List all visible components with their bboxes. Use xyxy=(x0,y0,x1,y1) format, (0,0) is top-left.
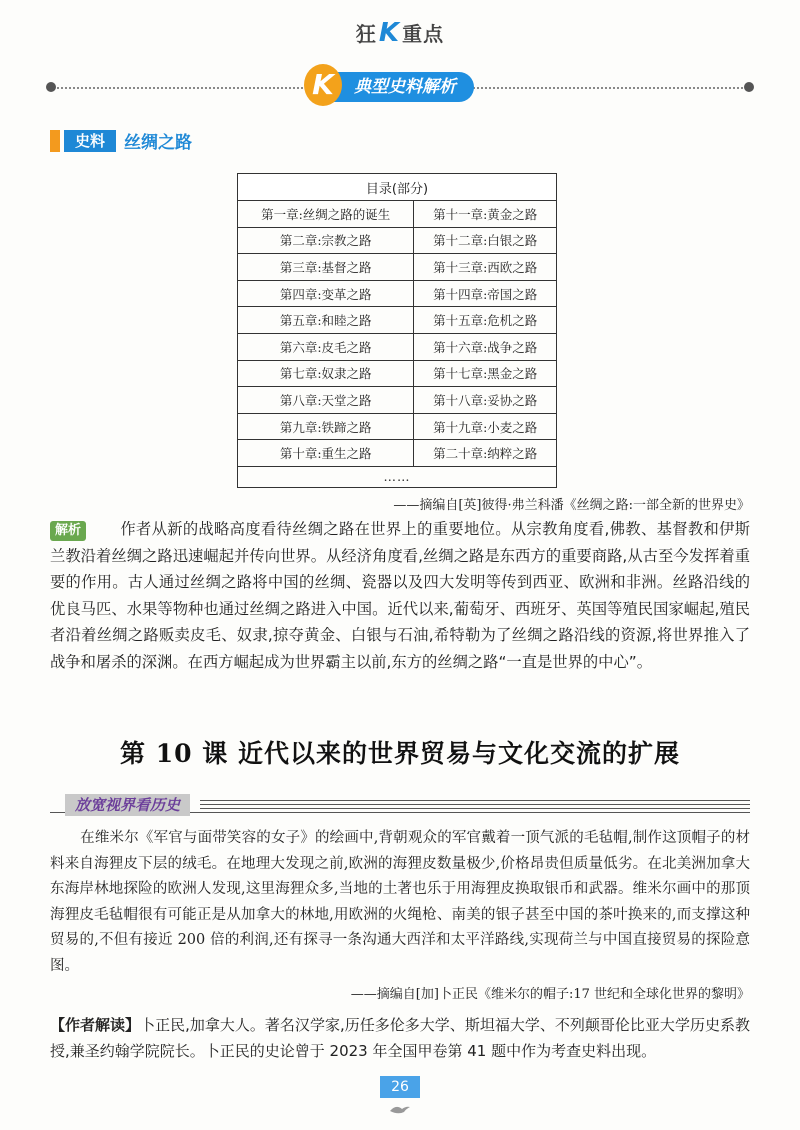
toc-cell-right: 第十六章:战争之路 xyxy=(414,333,557,360)
toc-cell-left: 第八章:天堂之路 xyxy=(238,387,414,414)
toc-ellipsis: …… xyxy=(238,466,557,487)
analysis-paragraph xyxy=(50,516,750,675)
bird-icon xyxy=(388,1102,412,1116)
toc-cell-right: 第十四章:帝国之路 xyxy=(414,280,557,307)
author-note-label: 【作者解读】 xyxy=(50,1016,141,1034)
toc-row xyxy=(238,360,557,387)
section-rule xyxy=(200,800,750,801)
analysis-text: 作者从新的战略高度看待丝绸之路在世界上的重要地位。从宗教角度看,佛教、基督教和伊斯兰教沿着丝绸之路迅速崛起并传向世界。从经济角度看,丝绸之路是东西方的重要商路,从古至今发挥着重要的作用。古人通过丝绸之路将中国的丝绸、瓷器以及四大发明等传到西亚、欧洲和非洲。丝路沿线的优良马匹、水果等物种也通过丝绸之路进入中国。近代以来,葡萄牙、西班牙、英国等殖民国家崛起,殖民者沿着丝绸之路贩卖皮毛、奴隶,掠夺黄金、白银与石油,希特勒为了丝绸之路沿线的资源,将世界推入了战争和屠杀的深渊。在西方崛起成为世界霸主以前,东方的丝绸之路“一直是世界的中心”。 xyxy=(50,520,750,671)
toc-row xyxy=(238,307,557,334)
toc-cell-right: 第十五章:危机之路 xyxy=(414,307,557,334)
page-number: 26 xyxy=(380,1076,420,1098)
citation-source: ——摘编自[英]彼得·弗兰科潘《丝绸之路:一部全新的世界史》 xyxy=(393,498,750,513)
story-text: 在维米尔《军官与面带笑容的女子》的绘画中,背朝观众的军官戴着一顶气派的毛毡帽,制作这顶帽子的材料来自海狸皮下层的绒毛。在地理大发现之前,欧洲的海狸皮数量极少,价格昂贵但质量低劣。在北美洲加拿大东海岸林地探险的欧洲人发现,这里海狸众多,当地的土著也乐于用海狸皮换取银币和武器。维米尔画中的那顶海狸皮毛毡帽很有可能正是从加拿大的林地,用欧洲的火绳枪、南美的银子甚至中国的茶叶换来的,而支撑这种贸易的,不但有接近 200 倍的利润,还有探寻一条沟通大西洋和太平洋路线,实现荷兰与中国直接贸易的探险意图。 xyxy=(50,830,750,974)
toc-cell-left: 第六章:皮毛之路 xyxy=(238,333,414,360)
toc-table xyxy=(237,173,557,488)
toc-row xyxy=(238,387,557,414)
toc-cell-left: 第九章:铁蹄之路 xyxy=(238,413,414,440)
citation-story: ——摘编自[加]卜正民《维米尔的帽子:17 世纪和全球化世界的黎明》 xyxy=(350,987,750,1002)
section-rule xyxy=(200,808,750,809)
section-label: 放宽视界看历史 xyxy=(65,794,190,816)
banner-k-icon: K xyxy=(304,64,342,106)
toc-caption: 目录(部分) xyxy=(238,174,557,201)
source-label: 史料 xyxy=(64,130,116,152)
book-icon xyxy=(50,130,60,152)
brand-k-logo: K xyxy=(378,18,401,48)
toc-cell-right: 第十三章:西欧之路 xyxy=(414,254,557,281)
story-paragraph xyxy=(50,826,750,979)
toc-row xyxy=(238,201,557,228)
toc-cell-left: 第五章:和睦之路 xyxy=(238,307,414,334)
brand-left: 狂 xyxy=(355,22,377,46)
toc-cell-right: 第十九章:小麦之路 xyxy=(414,413,557,440)
analysis-tag: 解析 xyxy=(50,521,86,541)
toc-cell-right: 第二十章:纳粹之路 xyxy=(414,440,557,467)
toc-cell-left: 第三章:基督之路 xyxy=(238,254,414,281)
toc-row xyxy=(238,280,557,307)
toc-cell-left: 第二章:宗教之路 xyxy=(238,227,414,254)
toc-row xyxy=(238,227,557,254)
section-rule xyxy=(200,804,750,805)
toc-cell-right: 第十七章:黑金之路 xyxy=(414,360,557,387)
series-brand xyxy=(0,18,800,48)
toc-cell-right: 第十一章:黄金之路 xyxy=(414,201,557,228)
toc-row xyxy=(238,333,557,360)
author-note-text: 卜正民,加拿大人。著名汉学家,历任多伦多大学、斯坦福大学、不列颠哥伦比亚大学历史系教授,兼圣约翰学院院长。卜正民的史论曾于 2023 年全国甲卷第 41 题中作为考查史料出现。 xyxy=(50,1016,750,1060)
divider-dot-right xyxy=(744,82,754,92)
toc-cell-right: 第十二章:白银之路 xyxy=(414,227,557,254)
toc-cell-left: 第四章:变革之路 xyxy=(238,280,414,307)
toc-cell-left: 第七章:奴隶之路 xyxy=(238,360,414,387)
divider-dot-left xyxy=(46,82,56,92)
toc-row xyxy=(238,254,557,281)
banner-text: 典型史料解析 xyxy=(354,77,456,97)
toc-row xyxy=(238,413,557,440)
toc-cell-left: 第一章:丝绸之路的诞生 xyxy=(238,201,414,228)
brand-right: 重点 xyxy=(402,22,445,46)
lesson-title: 第 10 课 近代以来的世界贸易与文化交流的扩展 xyxy=(120,739,680,768)
author-note xyxy=(50,1012,750,1064)
toc-cell-right: 第十八章:妥协之路 xyxy=(414,387,557,414)
source-title: 丝绸之路 xyxy=(124,133,192,153)
toc-row xyxy=(238,440,557,467)
toc-cell-left: 第十章:重生之路 xyxy=(238,440,414,467)
